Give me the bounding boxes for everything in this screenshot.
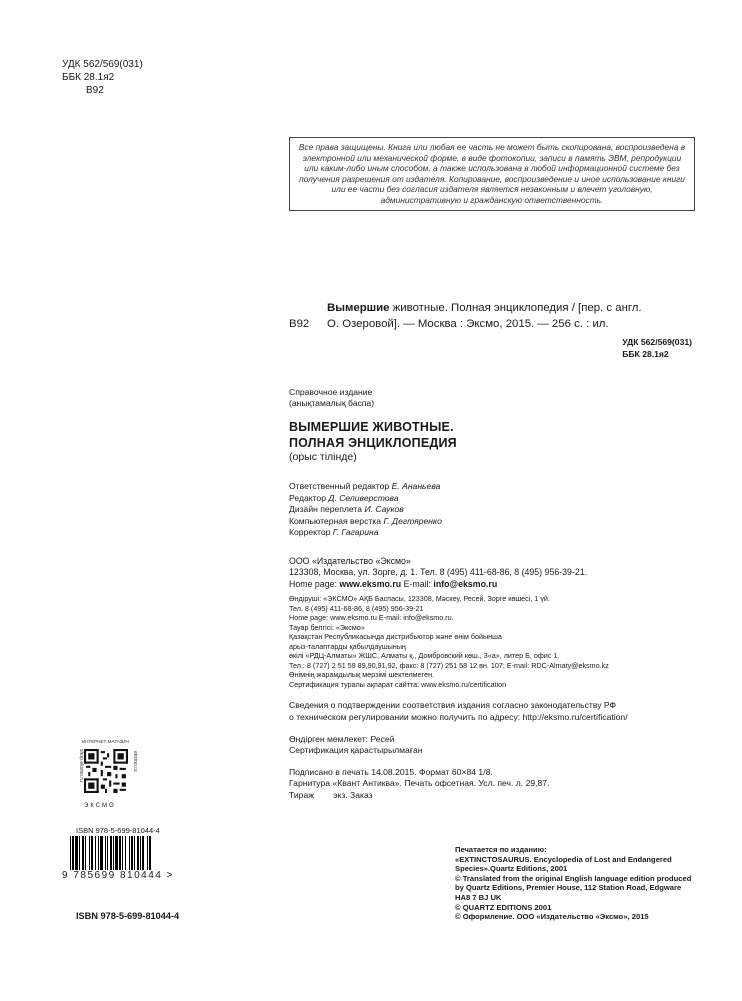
origin-line: Өндірген мемлекет: Ресей <box>289 734 395 744</box>
qr-label: ЭКСМО <box>84 803 116 809</box>
original-line: © Оформление. ООО «Издательство «Эксмо», 2015 <box>455 912 649 922</box>
staff-name: Г. Гагарина <box>332 527 379 538</box>
biblio-code: В92 <box>289 318 310 330</box>
staff-role: Дизайн переплета <box>289 504 363 515</box>
bbk-code: ББК 28.1я2 <box>62 72 115 83</box>
kz-line: Тел. 8 (495) 411-68-86, 8 (495) 956-39-21 <box>289 603 424 613</box>
original-line: © Translated from the original English language edition produced by Quartz Editions, Premier House, 112 Station Road, Edgware HA8 7 BJ UK <box>455 873 692 902</box>
origin-info <box>289 734 699 757</box>
qr-vertical-left: shop.eksmo.ru <box>78 749 84 782</box>
origin-line: Сертификация қарастырылмаған <box>289 745 423 756</box>
book-title <box>289 420 699 451</box>
qr-vertical-top: ИНТЕРНЕТ-МАГАЗИН <box>82 739 129 744</box>
staff-role: Редактор <box>289 492 326 503</box>
edition-type-kz: (анықтамалық баспа) <box>289 397 375 408</box>
biblio-line-2-text: О. Озеровой]. — Москва : Эксмо, 2015. — 256 с. : ил. <box>327 318 609 330</box>
staff-role: Компьютерная верстка <box>289 515 382 526</box>
email-label: E-mail: <box>403 578 434 589</box>
barcode-digits: 9 785699 810444 > <box>62 870 174 881</box>
kz-line: Тел.: 8 (727) 2 51 59 89,90,91,92, факс: 8 (727) 251 58 12 вн. 107; E-mail: RDC-Almaty@eksmo.kz <box>289 660 609 670</box>
author-code: В92 <box>86 85 104 96</box>
biblio-title-word: Вымершие <box>327 302 390 314</box>
biblio-line-2 <box>289 316 694 332</box>
staff-list <box>289 481 699 539</box>
certification-line: о техническом регулировании можно получить по адресу: http://eksmo.ru/certification/ <box>289 711 628 722</box>
email-link[interactable]: info@eksmo.ru <box>433 578 498 589</box>
bibliographic-record <box>289 300 694 332</box>
print-line: Тираж экз. Заказ <box>289 789 373 800</box>
isbn-bold: ISBN 978-5-699-81044-4 <box>76 911 180 921</box>
kz-line: Өнімнің жарамдылық мерзімі шектелмеген. <box>289 670 435 680</box>
book-title-line-1: ВЫМЕРШИЕ ЖИВОТНЫЕ. <box>289 420 454 434</box>
kz-line: Сертификация туралы ақпарат сайтта: www.eksmo.ru/certification <box>289 679 507 689</box>
staff-row <box>289 493 699 505</box>
home-page-link[interactable]: www.eksmo.ru <box>339 578 402 589</box>
print-line: Подписано в печать 14.08.2015. Формат 60×84 1/8. <box>289 766 493 777</box>
book-title-line-2: ПОЛНАЯ ЭНЦИКЛОПЕДИЯ <box>289 435 457 450</box>
rights-notice: Все права защищены. Книга или любая ее часть не может быть скопирована, воспроизведена в электронной или механической форме, в виде фотокопии, записи в память ЭВМ, репродукции или каким-либо иным способом, а также использована в любой информационной системе без получения разрешения от издателя. Копирование, воспроизведение и иное использование книги или ее части без согласия издателя является незаконным и влечет уголовную, административную и гражданскую ответственность. <box>289 137 695 211</box>
print-line: Гарнитура «Квант Антиква». Печать офсетная. Усл. печ. л. 29,87. <box>289 778 550 789</box>
print-info <box>289 767 699 801</box>
book-language: (орыс тілінде) <box>289 451 357 463</box>
biblio-bbk: ББК 28.1я2 <box>622 349 669 359</box>
kz-line: Home page: www.eksmo.ru E-mail: info@eksmo.ru. <box>289 613 454 623</box>
imprint-block <box>289 387 699 801</box>
isbn-small: ISBN 978-5-699-81044-4 <box>76 826 160 835</box>
kz-producer-info <box>289 594 699 689</box>
qr-code-block <box>76 739 138 811</box>
staff-name: Д. Селиверстова <box>328 492 399 503</box>
biblio-line-1-rest: животные. Полная энциклопедия / [пер. с англ. <box>389 302 642 314</box>
publisher-address: 123308, Москва, ул. Зорге, д. 1. Тел. 8 (495) 411-68-86, 8 (495) 956-39-21. <box>289 567 588 578</box>
kz-line: Өндіруші: «ЭКСМО» АҚБ Баспасы, 123308, Мәскеу, Ресей, Зорге көшесі, 1 үй. <box>289 594 550 604</box>
staff-name: И. Сауков <box>364 504 404 515</box>
edition-type-ru: Справочное издание <box>289 387 373 397</box>
kz-line: өкілі «РДЦ-Алматы» ЖШС, Алматы қ., Домбровский көш., 3«а», литер Б, офис 1. <box>289 651 560 661</box>
original-line: © QUARTZ EDITIONS 2001 <box>455 902 552 912</box>
staff-row <box>289 527 699 539</box>
publisher-info <box>289 556 699 590</box>
qr-vertical-right: eksmo.ru <box>132 751 138 772</box>
biblio-classification <box>622 336 692 360</box>
staff-name: Е. Ананьева <box>391 481 441 491</box>
staff-role: Ответственный редактор <box>289 481 390 491</box>
original-edition-info <box>455 845 695 922</box>
kz-line: Тауар белгісі: «Эксмо» <box>289 622 365 632</box>
qr-code <box>84 749 128 793</box>
staff-name: Г. Дегтяренко <box>383 515 442 526</box>
biblio-line-1 <box>289 300 694 316</box>
staff-role: Корректор <box>289 527 331 538</box>
staff-row <box>289 504 699 516</box>
certification-info <box>289 700 699 723</box>
kz-line: арыз-талаптарды қабылдаушының <box>289 641 406 651</box>
certification-line: Сведения о подтверждении соответствия издания согласно законодательству РФ <box>289 700 617 711</box>
publisher-name: ООО «Издательство «Эксмо» <box>289 555 411 566</box>
top-classification-codes <box>62 58 143 97</box>
edition-type <box>289 387 699 408</box>
original-line: Печатается по изданию: <box>455 845 547 854</box>
home-page-label: Home page: <box>289 578 340 589</box>
kz-line: Қазақстан Республикасында дистрибьютор және өнім бойынша <box>289 632 502 642</box>
original-line: «EXTINCTOSAURUS. Encyclopedia of Lost and Endangered Species».Quartz Editions, 2001 <box>455 854 672 874</box>
udk-code: УДК 562/569(031) <box>62 59 143 70</box>
staff-row <box>289 481 699 493</box>
biblio-udk: УДК 562/569(031) <box>622 337 692 347</box>
publisher-contacts <box>289 579 699 590</box>
staff-row <box>289 516 699 528</box>
